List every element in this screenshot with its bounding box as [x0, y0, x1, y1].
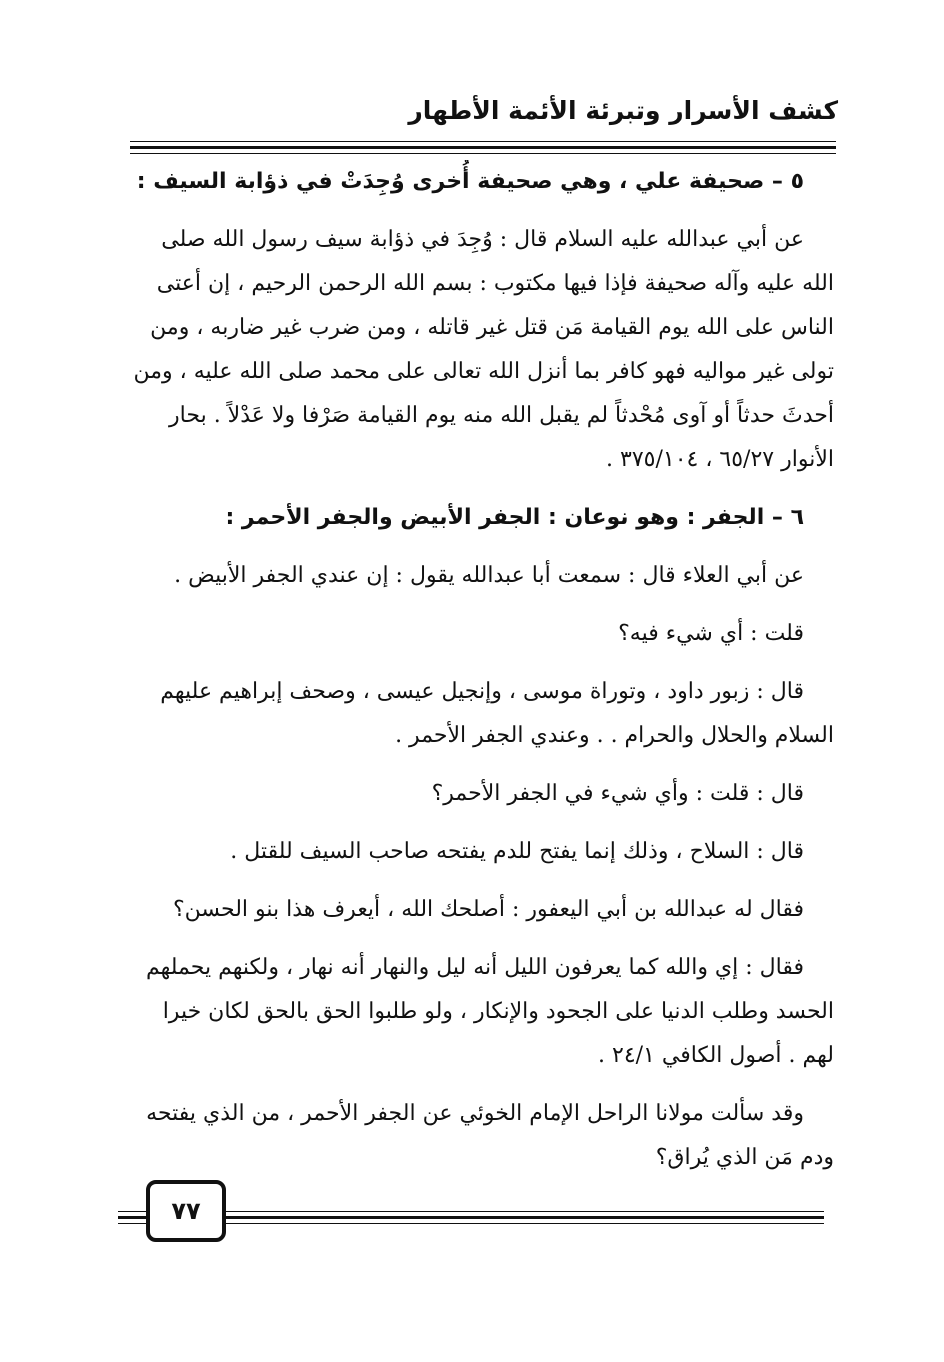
paragraph-line: ودم مَن الذي يُراق؟ [655, 1145, 834, 1170]
section-5-heading [124, 160, 834, 204]
page-number-text: ٧٧ [171, 1197, 201, 1225]
paragraph-line: أحدثَ حدثاً أو آوى مُحْدثاً لم يقبل الله منه يوم القيامة صَرْفا ولا عَدْلاً . بحار [169, 403, 834, 428]
header-rule-thin-top [130, 141, 836, 142]
paragraph-line: عن أبي العلاء قال : سمعت أبا عبدالله يقول : إن عندي الجفر الأبيض . [174, 563, 804, 588]
paragraph-line: وقد سألت مولانا الراحل الإمام الخوئي عن الجفر الأحمر ، من الذي يفتحه [146, 1101, 804, 1126]
paragraph-line: تولى غير مواليه فهو كافر بما أنزل الله تعالى على محمد صلى الله عليه ، ومن [133, 359, 834, 384]
paragraph [124, 670, 834, 758]
footer-rule-right-thin [224, 1223, 824, 1224]
heading-text: ٦ – الجفر : وهو نوعان : الجفر الأبيض والجفر الأحمر : [225, 505, 804, 530]
paragraph-line: قال : زبور داود ، وتوراة موسى ، وإنجيل عيسى ، وصحف إبراهيم عليهم [160, 679, 804, 704]
paragraph [124, 772, 834, 816]
running-header-title: كشف الأسرار وتبرئة الأئمة الأطهار [408, 96, 838, 125]
section-5-paragraph [124, 218, 834, 482]
paragraph [124, 830, 834, 874]
paragraph-line: لهم . أصول الكافي ٢٤/١ . [598, 1043, 834, 1068]
paragraph [124, 1092, 834, 1180]
paragraph-line: قال : السلاح ، وذلك إنما يفتح للدم يفتحه صاحب السيف للقتل . [230, 839, 804, 864]
page-body [124, 160, 834, 1180]
paragraph-line: السلام والحلال والحرام . . وعندي الجفر الأحمر . [395, 723, 834, 748]
paragraph-line: قال : قلت : وأي شيء في الجفر الأحمر؟ [431, 781, 804, 806]
paragraph-line: عن أبي عبدالله عليه السلام قال : وُجِدَ في ذؤابة سيف رسول الله صلى [161, 227, 804, 252]
paragraph-line: فقال له عبدالله بن أبي اليعفور : أصلحك الله ، أيعرف هذا بنو الحسن؟ [172, 897, 804, 922]
heading-text: ٥ – صحيفة علي ، وهي صحيفة أُخرى وُجِدَتْ في ذؤابة السيف : [136, 169, 804, 194]
footer-rule-right-thin [224, 1211, 824, 1212]
section-6-heading [124, 496, 834, 540]
paragraph [124, 888, 834, 932]
paragraph-line: الأنوار ٦٥/٢٧ ، ٣٧٥/١٠٤ . [606, 447, 834, 472]
header-rule-thick [130, 146, 836, 149]
paragraph [124, 946, 834, 1078]
paragraph-line: الحسد وطلب الدنيا على الجحود والإنكار ، ولو طلبوا الحق بالحق لكان خيرا [162, 999, 834, 1024]
paragraph-line: قلت : أي شيء فيه؟ [618, 621, 804, 646]
footer-rule-right-thick [224, 1216, 824, 1219]
paragraph-line: الله عليه وآله صحيفة فإذا فيها مكتوب : بسم الله الرحمن الرحيم ، إن أعتى [156, 271, 834, 296]
paragraph-line: الناس على الله يوم القيامة مَن قتل غير قاتله ، ومن ضرب غير ضاربه ، ومن [150, 315, 834, 340]
paragraph [124, 612, 834, 656]
paragraph [124, 554, 834, 598]
paragraph-line: فقال : إي والله كما يعرفون الليل أنه ليل والنهار أنه نهار ، ولكنهم يحملهم [145, 955, 804, 980]
header-rule-thin-bottom [130, 153, 836, 154]
page-number [146, 1180, 226, 1242]
